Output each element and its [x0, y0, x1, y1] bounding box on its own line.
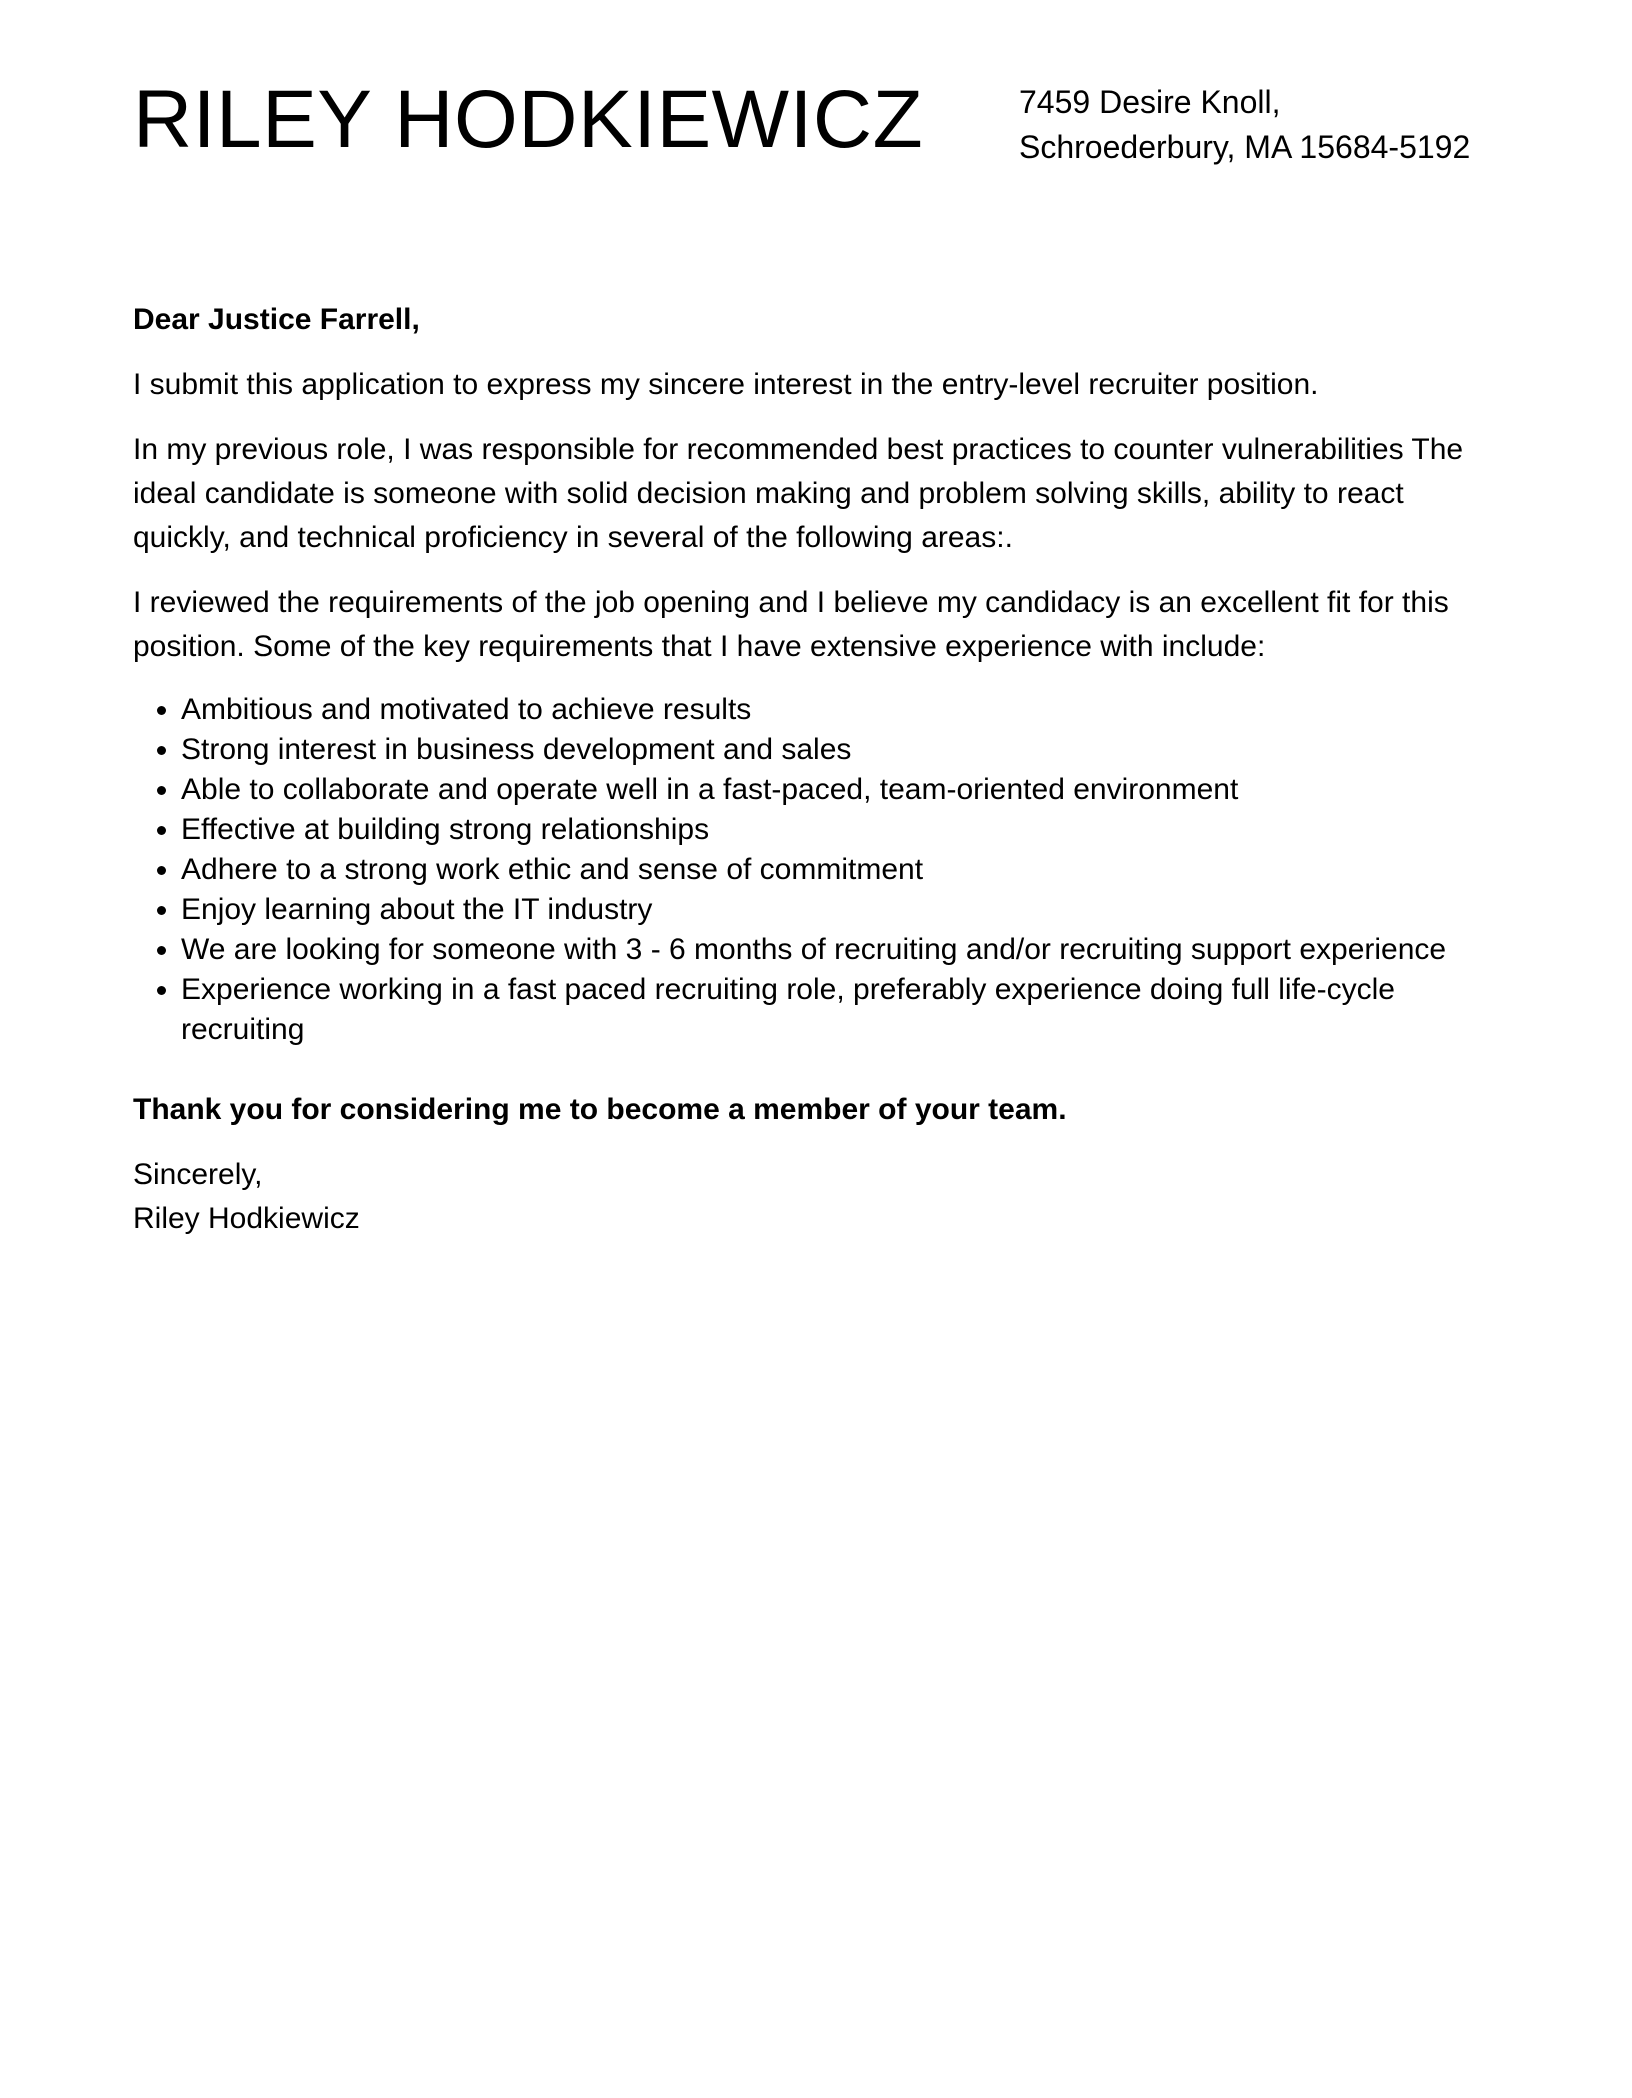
- letter-body: [133, 298, 1473, 1241]
- experience-paragraph: In my previous role, I was responsible for recommended best practices to counter vulnerabilities The ideal candidate is someone with solid decision making and problem solving skills, ability to react quickly, and technical proficiency in several of the following areas:.: [133, 433, 1464, 554]
- applicant-address: [1019, 80, 1470, 170]
- list-item: • Strong interest in business development and sales: [181, 730, 1473, 770]
- signoff-block: [133, 1153, 1473, 1241]
- list-item: • Ambitious and motivated to achieve results: [181, 690, 1473, 730]
- list-item: • Enjoy learning about the IT industry: [181, 890, 1473, 930]
- list-item: • Effective at building strong relationships: [181, 810, 1473, 850]
- list-item: • We are looking for someone with 3 - 6 months of recruiting and/or recruiting support experience: [181, 930, 1473, 970]
- list-item: • Able to collaborate and operate well in a fast-paced, team-oriented environment: [181, 770, 1473, 810]
- closing-line: Thank you for considering me to become a member of your team.: [133, 1093, 1067, 1126]
- requirements-paragraph: I reviewed the requirements of the job opening and I believe my candidacy is an excellent fit for this position. Some of the key requirements that I have extensive experience with include:: [133, 586, 1449, 663]
- greeting: Dear Justice Farrell,: [133, 303, 420, 336]
- list-item: • Adhere to a strong work ethic and sense of commitment: [181, 850, 1473, 890]
- requirements-list: [133, 690, 1473, 1050]
- address-line-1: 7459 Desire Knoll,: [1019, 84, 1281, 120]
- address-line-2: Schroederbury, MA 15684-5192: [1019, 129, 1471, 165]
- intro-paragraph: I submit this application to express my sincere interest in the entry-level recruiter position.: [133, 368, 1319, 401]
- signature-name: Riley Hodkiewicz: [133, 1202, 360, 1235]
- applicant-name: RILEY HODKIEWICZ: [133, 74, 924, 165]
- signoff: Sincerely,: [133, 1158, 263, 1191]
- list-item: • Experience working in a fast paced recruiting role, preferably experience doing full life-cycle recruiting: [181, 970, 1473, 1050]
